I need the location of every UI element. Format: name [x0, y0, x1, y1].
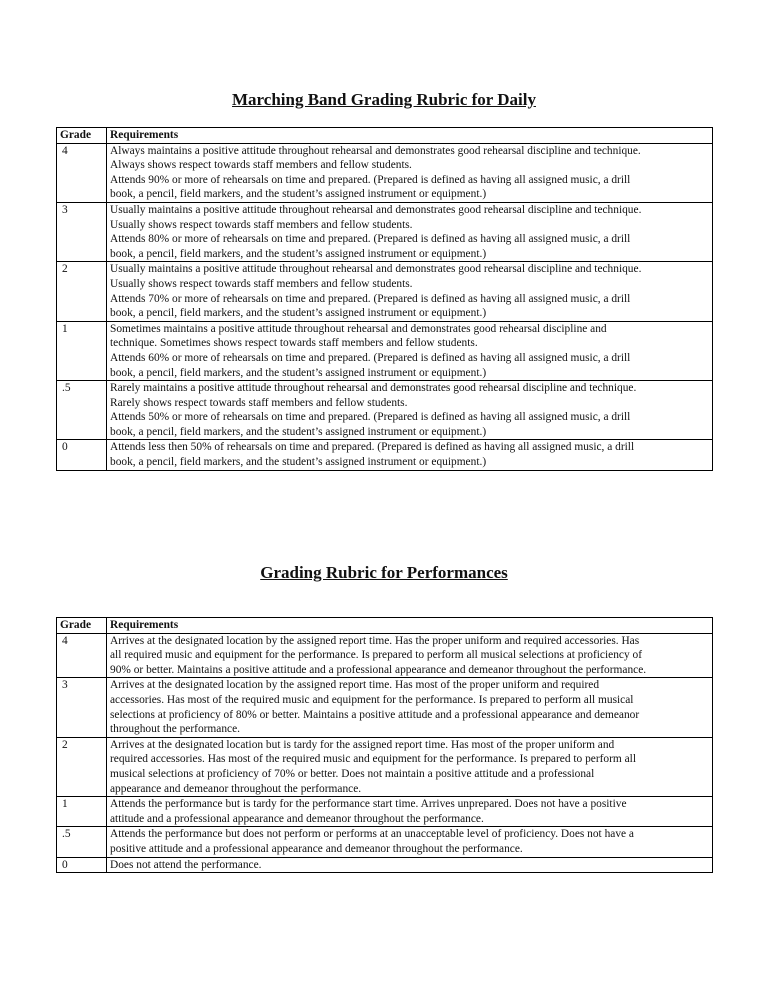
table-row: [57, 857, 713, 873]
requirement-line: Arrives at the designated location by the assigned report time. Has the proper uniform and required accessories. Has: [110, 634, 640, 647]
requirement-line: selections at proficiency of 80% or better. Maintains a positive attitude and a professional appearance and demeanor: [110, 708, 640, 721]
daily-rubric-table: [56, 127, 713, 471]
requirement-line: Rarely maintains a positive attitude throughout rehearsal and demonstrates good rehearsal discipline and technique.: [110, 382, 637, 395]
requirement-line: attitude and a professional appearance and demeanor throughout the performance.: [110, 812, 484, 825]
table-header-row: [57, 128, 713, 144]
requirement-line: throughout the performance.: [110, 723, 240, 736]
table-row: [57, 797, 713, 827]
grade-cell: 0: [57, 857, 107, 873]
grade-cell: 3: [57, 678, 107, 737]
requirement-line: book, a pencil, field markers, and the student’s assigned instrument or equipment.): [110, 425, 487, 438]
grade-cell: 2: [57, 262, 107, 321]
table-row: [57, 143, 713, 202]
grade-cell: 0: [57, 440, 107, 470]
requirement-line: Usually shows respect towards staff members and fellow students.: [110, 218, 413, 231]
requirements-cell: [107, 678, 713, 737]
requirement-line: Arrives at the designated location but is tardy for the assigned report time. Has most of the proper uniform and: [110, 738, 615, 751]
performances-rubric-body: [57, 633, 713, 873]
table-row: [57, 737, 713, 796]
requirement-line: Does not attend the performance.: [110, 858, 262, 871]
grade-cell: 3: [57, 202, 107, 261]
table-row: [57, 202, 713, 261]
requirement-line: Attends the performance but does not perform or performs at an unacceptable level of proficiency. Does not have a: [110, 828, 634, 841]
requirement-line: Attends the performance but is tardy for the performance start time. Arrives unprepared. Does not have a positive: [110, 798, 627, 811]
table-row: [57, 262, 713, 321]
requirement-line: technique. Sometimes shows respect towards staff members and fellow students.: [110, 337, 478, 350]
requirements-cell: [107, 857, 713, 873]
requirement-line: Attends 80% or more of rehearsals on time and prepared. (Prepared is defined as having all assigned music, a drill: [110, 233, 631, 246]
requirement-line: Attends 50% or more of rehearsals on time and prepared. (Prepared is defined as having all assigned music, a drill: [110, 411, 631, 424]
requirement-line: Usually shows respect towards staff members and fellow students.: [110, 277, 413, 290]
grade-cell: 2: [57, 737, 107, 796]
requirement-line: 90% or better. Maintains a positive attitude and a professional appearance and demeanor throughout the performance.: [110, 663, 647, 676]
requirements-cell: [107, 143, 713, 202]
grade-cell: 4: [57, 633, 107, 678]
requirement-line: book, a pencil, field markers, and the student’s assigned instrument or equipment.): [110, 456, 487, 469]
requirement-line: appearance and demeanor throughout the performance.: [110, 782, 362, 795]
requirement-line: Attends 70% or more of rehearsals on time and prepared. (Prepared is defined as having all assigned music, a drill: [110, 292, 631, 305]
requirement-line: Always shows respect towards staff members and fellow students.: [110, 159, 412, 172]
requirements-cell: [107, 633, 713, 678]
requirement-line: all required music and equipment for the performance. Is prepared to perform all musical selections at proficiency of: [110, 649, 642, 662]
requirements-cell: [107, 797, 713, 827]
daily-rubric-title: Marching Band Grading Rubric for Daily: [232, 90, 536, 109]
grade-column-header: Grade: [57, 618, 107, 634]
requirement-line: Attends 90% or more of rehearsals on time and prepared. (Prepared is defined as having all assigned music, a drill: [110, 173, 631, 186]
daily-rubric-body: [57, 143, 713, 470]
performances-rubric-table: [56, 617, 713, 873]
requirement-line: Arrives at the designated location by the assigned report time. Has most of the proper uniform and required: [110, 679, 600, 692]
requirements-column-header: Requirements: [107, 618, 713, 634]
table-row: [57, 827, 713, 857]
requirements-cell: [107, 262, 713, 321]
requirement-line: book, a pencil, field markers, and the student’s assigned instrument or equipment.): [110, 307, 487, 320]
requirement-line: Rarely shows respect towards staff members and fellow students.: [110, 396, 408, 409]
requirement-line: Usually maintains a positive attitude throughout rehearsal and demonstrates good rehearsal discipline and technique.: [110, 263, 642, 276]
requirement-line: required accessories. Has most of the required music and equipment for the performance. Is prepared to perform all: [110, 753, 636, 766]
requirements-cell: [107, 827, 713, 857]
requirement-line: book, a pencil, field markers, and the student’s assigned instrument or equipment.): [110, 247, 487, 260]
table-row: [57, 321, 713, 380]
requirement-line: Attends 60% or more of rehearsals on time and prepared. (Prepared is defined as having all assigned music, a drill: [110, 351, 631, 364]
requirement-line: Sometimes maintains a positive attitude throughout rehearsal and demonstrates good rehearsal discipline and: [110, 322, 607, 335]
grade-cell: 1: [57, 797, 107, 827]
requirements-cell: [107, 440, 713, 470]
grade-cell: .5: [57, 381, 107, 440]
requirement-line: book, a pencil, field markers, and the student’s assigned instrument or equipment.): [110, 188, 487, 201]
table-row: [57, 440, 713, 470]
grade-cell: .5: [57, 827, 107, 857]
requirements-cell: [107, 381, 713, 440]
table-row: [57, 633, 713, 678]
requirements-cell: [107, 737, 713, 796]
requirement-line: accessories. Has most of the required music and equipment for the performance. Is prepared to perform all musical: [110, 693, 634, 706]
table-row: [57, 381, 713, 440]
requirement-line: Usually maintains a positive attitude throughout rehearsal and demonstrates good rehearsal discipline and technique.: [110, 203, 642, 216]
performances-rubric-title: Grading Rubric for Performances: [260, 563, 508, 582]
requirement-line: Always maintains a positive attitude throughout rehearsal and demonstrates good rehearsal discipline and technique.: [110, 144, 641, 157]
table-header-row: [57, 618, 713, 634]
requirements-column-header: Requirements: [107, 128, 713, 144]
requirements-cell: [107, 321, 713, 380]
grade-cell: 1: [57, 321, 107, 380]
requirements-cell: [107, 202, 713, 261]
grade-column-header: Grade: [57, 128, 107, 144]
requirement-line: Attends less then 50% of rehearsals on time and prepared. (Prepared is defined as having all assigned music, a drill: [110, 441, 635, 454]
table-row: [57, 678, 713, 737]
grade-cell: 4: [57, 143, 107, 202]
requirement-line: book, a pencil, field markers, and the student’s assigned instrument or equipment.): [110, 366, 487, 379]
requirement-line: positive attitude and a professional appearance and demeanor throughout the performance.: [110, 842, 523, 855]
requirement-line: musical selections at proficiency of 70% or better. Does not maintain a positive attitude and a professional: [110, 767, 595, 780]
